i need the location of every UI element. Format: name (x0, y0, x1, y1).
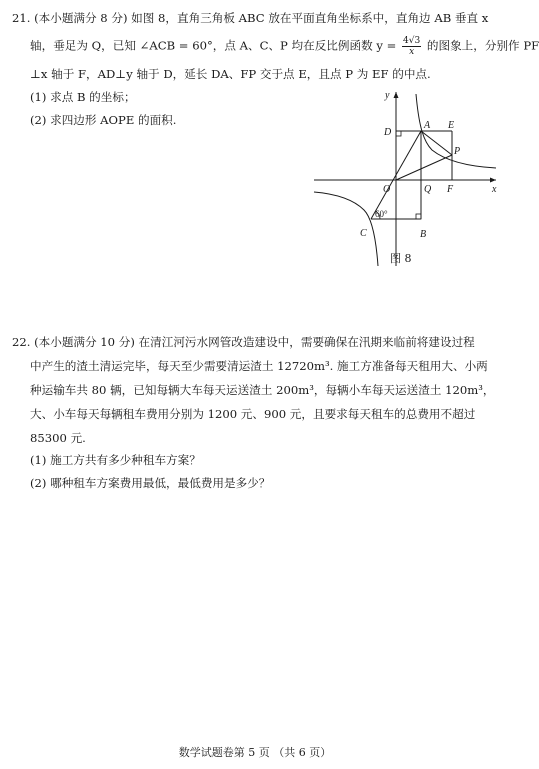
line-OP (396, 155, 452, 180)
q22-line-5: 85300 元. (30, 431, 86, 445)
q21-line-2-text-b: 的图象上，分别作 PF (426, 38, 539, 53)
x-axis-arrow (490, 178, 496, 183)
label-C: C (360, 228, 367, 239)
q21-sub-question-2: (2) 求四边形 AOPE 的面积. (30, 113, 177, 127)
hyperbola-third-quadrant (314, 192, 378, 266)
q22-line-2: 中产生的渣土清运完毕，每天至少需要清运渣土 12720m³. 施工方准备每天租用大、小两 (30, 359, 488, 373)
label-E: E (448, 120, 455, 131)
label-Q: Q (424, 184, 432, 195)
q21-line-2-text-a: 轴，垂足为 Q，已知 ∠ACB = 60°，点 A、C、P 均在反比例函数 y = (30, 38, 397, 53)
label-angle-60: 60° (375, 209, 388, 219)
y-axis-arrow (394, 92, 399, 98)
fraction-numerator: 4√3 (403, 36, 421, 46)
q21-line-3: ⊥x 轴于 F，AD⊥y 轴于 D，延长 DA、FP 交于点 E，且点 P 为 EF 的中点. (30, 67, 431, 81)
label-F: F (447, 184, 454, 195)
label-D: D (384, 127, 392, 138)
label-x: x (492, 184, 497, 195)
figure-8-diagram (310, 88, 500, 270)
q21-line-2 (30, 36, 539, 57)
label-O: O (383, 184, 391, 195)
right-angle-mark-D (396, 131, 401, 136)
q22-line-3: 种运输车共 80 辆，已知每辆大车每天运送渣土 200m³，每辆小车每天运送渣土 120m³， (30, 383, 495, 397)
line-AP (421, 131, 452, 155)
label-B: B (420, 229, 427, 240)
inverse-function-fraction (402, 36, 421, 57)
page-footer: 数学试题卷第 5 页 （共 6 页） (178, 746, 332, 759)
label-P: P (454, 146, 461, 157)
q22-line-1: 22. (本小题满分 10 分) 在清江河污水网管改造建设中，需要确保在汛期来临前将建设过程 (12, 335, 475, 349)
right-angle-mark-B (416, 214, 421, 219)
label-y: y (385, 90, 390, 101)
figure-caption: 图 8 (390, 252, 412, 265)
q22-sub-question-2: (2) 哪种租车方案费用最低，最低费用是多少？ (30, 476, 271, 490)
label-A: A (424, 120, 431, 131)
q21-line-1: 21. (本小题满分 8 分) 如图 8，直角三角板 ABC 放在平面直角坐标系中，直角边 AB 垂直 x (12, 11, 489, 25)
q22-sub-question-1: (1) 施工方共有多少种租车方案？ (30, 453, 201, 467)
q22-line-4: 大、小车每天每辆租车费用分别为 1200 元、900 元，且要求每天租车的总费用不超过 (30, 407, 476, 421)
fraction-denominator: x (409, 47, 415, 57)
q21-sub-question-1: (1) 求点 B 的坐标； (30, 90, 136, 104)
